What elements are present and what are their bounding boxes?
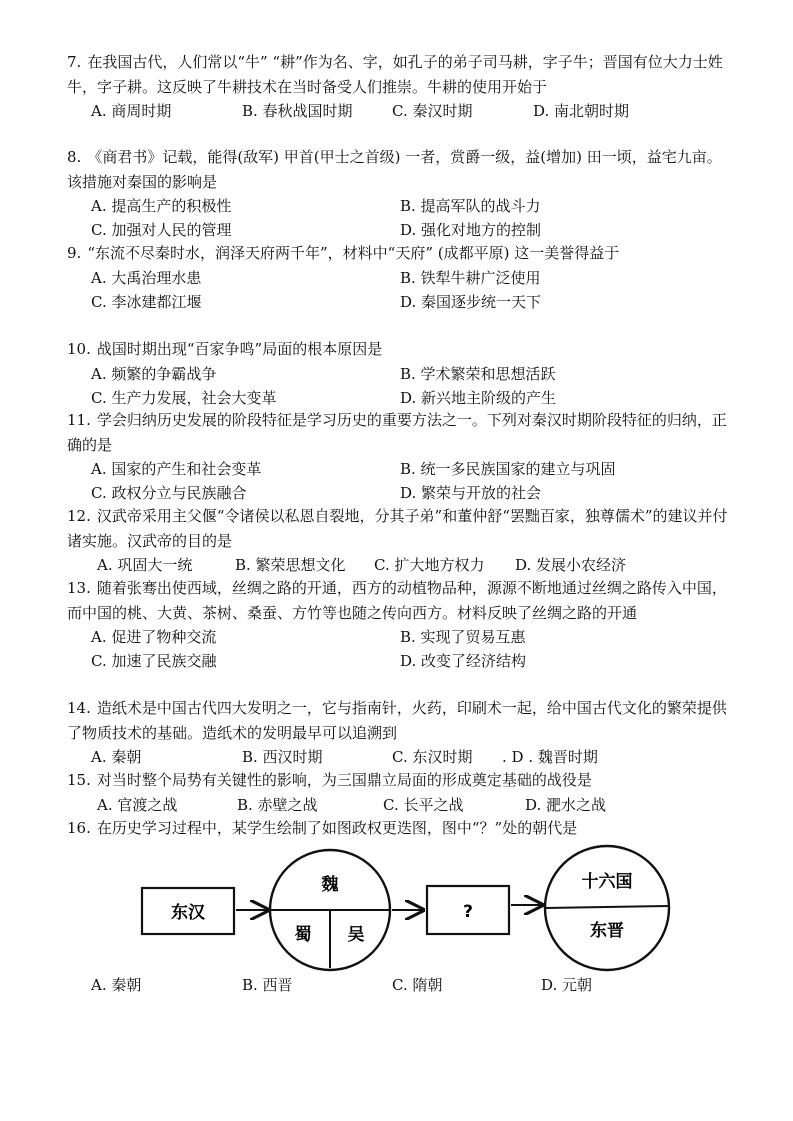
question-number: 8. <box>67 148 82 166</box>
question-number: 16. <box>67 819 91 837</box>
option-d: D. 元朝 <box>541 976 593 994</box>
question-number: 10. <box>67 340 91 358</box>
option-c: C. 李冰建都江堰 <box>91 292 202 311</box>
question-16 <box>67 816 732 841</box>
question-stem: 8. 《商君书》记载，能得(敌军) 甲首(甲士之首级) 一者，赏爵一级，益(增加) 田一顷，益宅九亩。该措施对秦国的影响是 <box>67 145 732 194</box>
option-c: C. 隋朝 <box>392 976 443 994</box>
box-eastern-han-label: 东汉 <box>171 903 205 923</box>
option-a: A. 大禹治理水患 <box>91 268 202 287</box>
options-row <box>67 553 732 577</box>
question-stem: 16. 在历史学习过程中，某学生绘制了如图政权更迭图，图中“？”处的朝代是 <box>67 816 732 841</box>
option-a: A. 提高生产的积极性 <box>91 197 232 215</box>
option-c: C. 生产力发展，社会大变革 <box>91 388 277 407</box>
option-a: A. 频繁的争霸战争 <box>91 364 217 383</box>
options-row <box>67 745 732 769</box>
label-eastern-jin: 东晋 <box>590 921 624 941</box>
label-shu: 蜀 <box>294 925 312 945</box>
box-unknown-label: ? <box>463 902 473 922</box>
option-b: B. 春秋战国时期 <box>242 102 353 120</box>
option-c: C. 政权分立与民族融合 <box>91 484 247 502</box>
option-c: C. 加强对人民的管理 <box>91 221 232 239</box>
options-row <box>67 218 732 242</box>
options-row <box>67 362 732 386</box>
option-d: D. 繁荣与开放的社会 <box>400 484 542 502</box>
options-row <box>67 194 732 218</box>
question-number: 13. <box>67 579 91 597</box>
option-a: A. 巩固大一统 <box>97 556 193 574</box>
option-b: B. 赤壁之战 <box>237 795 318 814</box>
option-b: B. 繁荣思想文化 <box>235 556 346 574</box>
options-row <box>67 266 732 290</box>
question-number: 11. <box>67 411 91 429</box>
question-stem: 9. “东流不尽秦时水，润泽天府两千年”，材料中“天府” (成都平原) 这一美誉得益于 <box>67 241 732 266</box>
question-stem: 10. 战国时期出现“百家争鸣”局面的根本原因是 <box>67 337 732 362</box>
question-stem: 14. 造纸术是中国古代四大发明之一，它与指南针，火药，印刷术一起，给中国古代文化的繁荣提供了物质技术的基础。造纸术的发明最早可以追溯到 <box>67 696 732 745</box>
option-d: . D . 魏晋时期 <box>502 748 598 766</box>
question-number: 7. <box>67 53 82 71</box>
dynasty-succession-diagram <box>140 842 700 972</box>
question-number: 12. <box>67 507 91 525</box>
option-b: B. 西晋 <box>242 976 293 994</box>
question-9 <box>67 241 732 314</box>
option-d: D. 强化对地方的控制 <box>400 221 542 239</box>
option-d: D. 南北朝时期 <box>533 102 630 120</box>
option-c: C. 加速了民族交融 <box>91 652 217 670</box>
option-b: B. 提高军队的战斗力 <box>400 197 541 215</box>
option-c: C. 秦汉时期 <box>392 102 473 120</box>
divider <box>545 906 669 908</box>
question-stem: 11. 学会归纳历史发展的阶段特征是学习历史的重要方法之一。下列对秦汉时期阶段特征的归纳，正确的是 <box>67 408 732 457</box>
option-d: D. 新兴地主阶级的产生 <box>400 388 557 407</box>
question-stem: 13. 随着张骞出使西域，丝绸之路的开通，西方的动植物品种，源源不断地通过丝绸之路传入中国，而中国的桃、大黄、茶树、桑蚕、方竹等也随之传向西方。材料反映了丝绸之路的开通 <box>67 576 732 625</box>
question-12 <box>67 504 732 577</box>
option-c: C. 东汉时期 <box>392 748 473 766</box>
options-row <box>67 386 732 410</box>
question-16-options <box>67 973 732 997</box>
question-8 <box>67 145 732 242</box>
option-b: B. 统一多民族国家的建立与巩固 <box>400 460 616 478</box>
question-10 <box>67 337 732 410</box>
option-a: A. 秦朝 <box>91 748 142 766</box>
option-b: B. 西汉时期 <box>242 748 323 766</box>
question-11 <box>67 408 732 505</box>
question-stem: 15. 对当时整个局势有关键性的影响，为三国鼎立局面的形成奠定基础的战役是 <box>67 768 732 793</box>
option-d: D. 改变了经济结构 <box>400 652 527 670</box>
option-b: B. 学术繁荣和思想活跃 <box>400 364 556 383</box>
option-d: D. 淝水之战 <box>525 795 607 814</box>
label-sixteen-kingdoms: 十六国 <box>581 872 633 892</box>
options-row <box>67 290 732 314</box>
options-row <box>67 973 732 997</box>
question-stem: 7. 在我国古代，人们常以“牛” “耕”作为名、字，如孔子的弟子司马耕，字子牛；晋国有位大力士姓牛，字子耕。这反映了牛耕技术在当时备受人们推崇。牛耕的使用开始于 <box>67 50 732 99</box>
option-b: B. 铁犁牛耕广泛使用 <box>400 268 541 287</box>
option-d: D. 发展小农经济 <box>515 556 627 574</box>
question-number: 14. <box>67 699 91 717</box>
options-row <box>67 457 732 481</box>
options-row <box>67 99 732 123</box>
option-c: C. 扩大地方权力 <box>374 556 485 574</box>
label-wei: 魏 <box>321 875 339 895</box>
question-stem: 12. 汉武帝采用主父偃“令诸侯以私恩自裂地，分其子弟”和董仲舒“罢黜百家，独尊儒术”的建议并付诸实施。汉武帝的目的是 <box>67 504 732 553</box>
label-wu: 吴 <box>347 925 365 945</box>
options-row <box>67 625 732 649</box>
option-a: A. 秦朝 <box>91 976 142 994</box>
option-a: A. 商周时期 <box>91 102 172 120</box>
question-14 <box>67 696 732 769</box>
options-row <box>67 481 732 505</box>
question-7 <box>67 50 732 123</box>
option-c: C. 长平之战 <box>383 795 464 814</box>
options-row <box>67 649 732 673</box>
option-b: B. 实现了贸易互惠 <box>400 628 526 646</box>
option-a: A. 国家的产生和社会变革 <box>91 460 262 478</box>
option-a: A. 官渡之战 <box>97 795 178 814</box>
option-a: A. 促进了物种交流 <box>91 628 217 646</box>
question-number: 9. <box>67 244 82 262</box>
option-d: D. 秦国逐步统一天下 <box>400 292 542 311</box>
options-row <box>67 793 732 817</box>
question-13 <box>67 576 732 673</box>
question-15 <box>67 768 732 817</box>
question-number: 15. <box>67 771 91 789</box>
